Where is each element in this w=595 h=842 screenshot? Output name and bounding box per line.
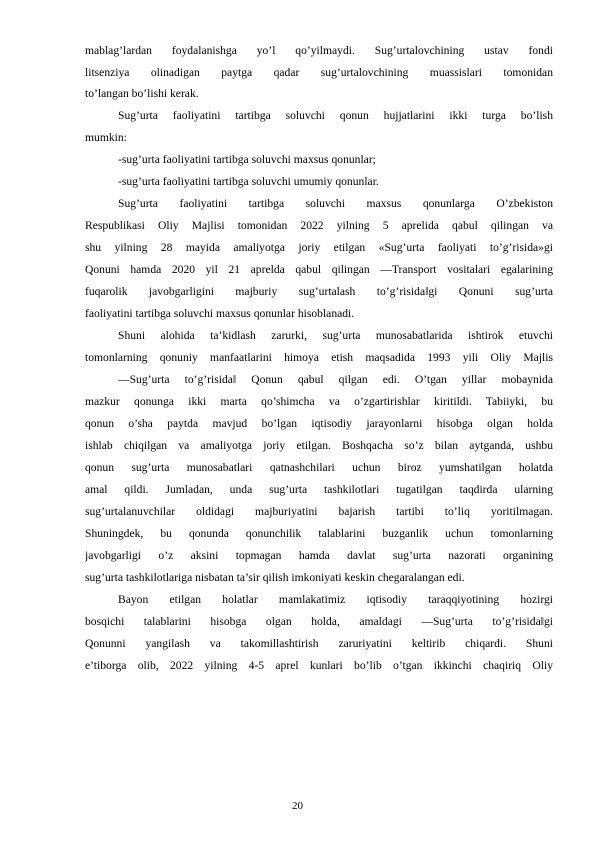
text-line: mazkur qonunga ikki marta qo’shimcha va o’zgartirishlar kiritildi. Tabiiyki, bu [85, 395, 553, 408]
text-line: Shuni alohida ta’kidlash zarurki, sug’urta munosabatlarida ishtirok etuvchi [118, 329, 553, 342]
text-line: qonun o’sha paytda mavjud bo’lgan iqtisodiy jarayonlarni hisobga olgan holda [85, 417, 553, 430]
text-line: fuqarolik javobgarligini majburiy sug’urtalash to’g’risida‖gi Qonuni sug’urta [85, 285, 553, 298]
text-line: Sug’urta faoliyatini tartibga soluvchi maxsus qonunlarga O’zbekiston [118, 197, 553, 210]
text-line: sug’urtalanuvchilar oldidagi majburiyatini bajarish tartibi to’liq yoritilmagan. [85, 505, 553, 518]
text-line: litsenziya olinadigan paytga qadar sug’urtalovchining muassislari tomonidan [85, 66, 553, 79]
text-line: Shuningdek, bu qonunda qonunchilik talablarini buzganlik uchun tomonlarning [85, 527, 553, 540]
text-line: ishlab chiqilgan va amaliyotga joriy etilgan. Boshqacha so’z bilan aytganda, ushbu [85, 439, 553, 452]
text-line: mumkin: [85, 131, 127, 144]
text-line: Sug’urta faoliyatini tartibga soluvchi qonun hujjatlarini ikki turga bo’lish [118, 109, 553, 122]
text-line: Qonunni yangilash va takomillashtirish zaruriyatini keltirib chiqardi. Shuni [85, 637, 553, 650]
text-line: to’langan bo’lishi kerak. [85, 87, 199, 100]
text-line: Bayon etilgan holatlar mamlakatimiz iqtisodiy taraqqiyotining hozirgi [118, 593, 553, 606]
list-item: -sug’urta faoliyatini tartibga soluvchi maxsus qonunlar; [118, 153, 376, 166]
text-line: shu yilning 28 mayida amaliyotga joriy etilgan «Sug’urta faoliyati to’g’risida»gi [85, 241, 553, 254]
text-line: Respublikasi Oliy Majlisi tomonidan 2022 yilning 5 aprelida qabul qilingan va [85, 219, 553, 232]
text-line: Qonuni hamda 2020 yil 21 aprelda qabul qilingan ―Transport vositalari egalarining [85, 263, 553, 276]
text-line: bosqichi talablarini hisobga olgan holda, amaldagi ―Sug’urta to’g’risida‖gi [85, 615, 553, 628]
text-line: ―Sug’urta to’g’risida‖ Qonun qabul qilgan edi. O’tgan yillar mobaynida [118, 373, 553, 386]
text-line: faoliyatini tartibga soluvchi maxsus qonunlar hisoblanadi. [85, 307, 355, 320]
text-line: e’tiborga olib, 2022 yilning 4-5 aprel kunlari bo’lib o’tgan ikkinchi chaqiriq Oliy [85, 659, 553, 672]
list-item: -sug’urta faoliyatini tartibga soluvchi umumiy qonunlar. [118, 175, 379, 188]
text-line: amal qildi. Jumladan, unda sug’urta tashkilotlari tugatilgan taqdirda ularning [85, 483, 553, 496]
text-line: sug’urta tashkilotlariga nisbatan ta’sir qilish imkoniyati keskin chegaralangan edi. [85, 571, 465, 584]
text-line: mablag’lardan foydalanishga yo’l qo’yilmaydi. Sug’urtalovchining ustav fondi [85, 44, 553, 57]
text-line: qonun sug’urta munosabatlari qatnashchilari uchun biroz yumshatilgan holatda [85, 461, 553, 474]
page-number: 20 [292, 800, 303, 812]
text-line: javobgarligi o’z aksini topmagan hamda davlat sug’urta nazorati organining [85, 549, 553, 562]
text-line: tomonlarning qonuniy manfaatlarini himoya etish maqsadida 1993 yili Oliy Majlis [85, 351, 553, 364]
